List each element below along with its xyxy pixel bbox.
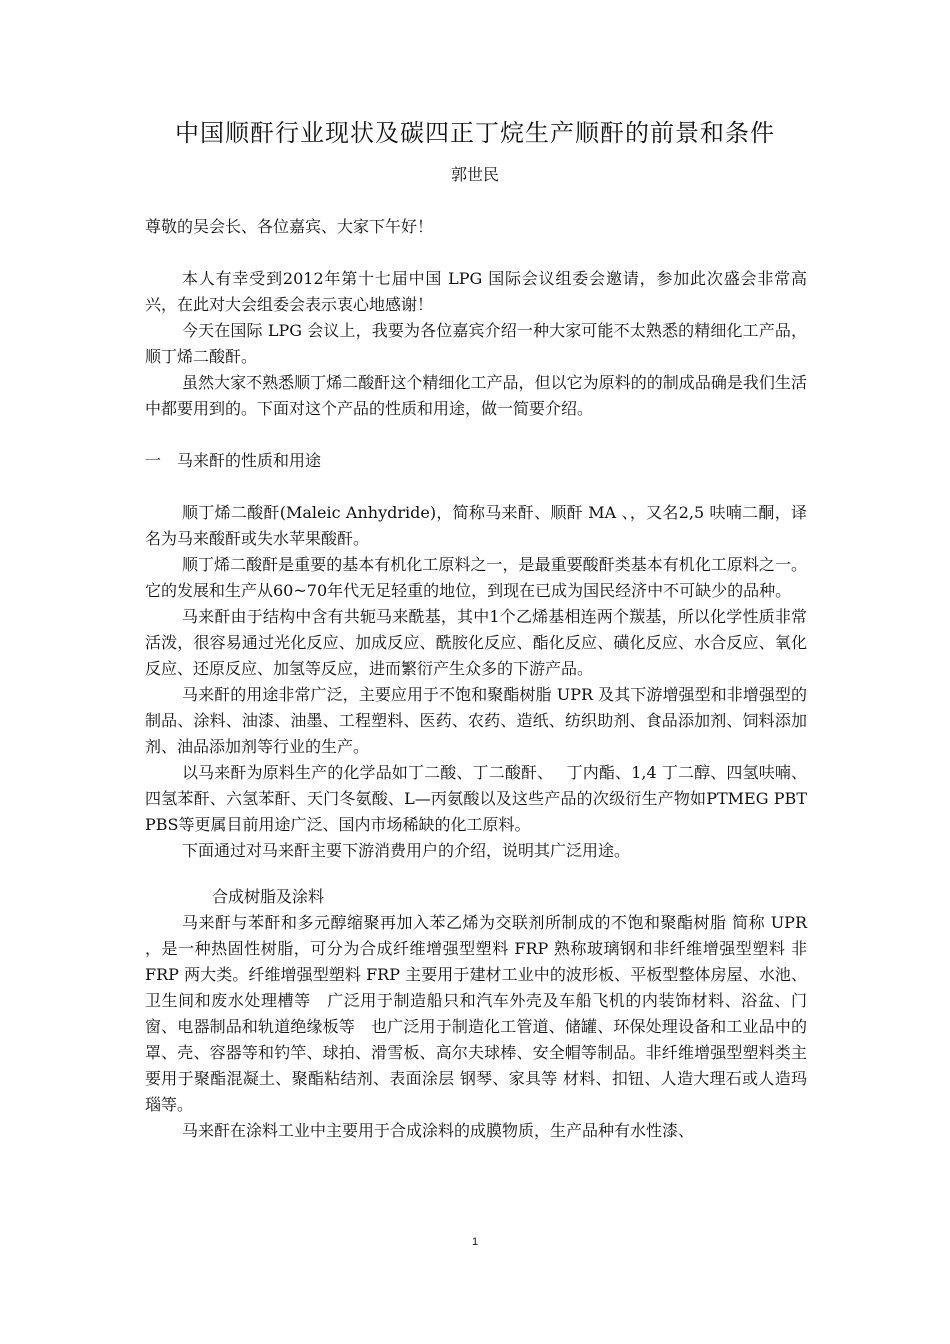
page-number: 1 <box>471 1236 479 1248</box>
section-paragraph: 顺丁烯二酸酐是重要的基本有机化工原料之一，是最重要酸酐类基本有机化工原料之一。它的发展和生产从60~70年代无足轻重的地位，到现在已成为国民经济中不可缺少的品种。 <box>145 555 807 600</box>
spacer <box>145 422 807 448</box>
intro-paragraph: 虽然大家不熟悉顺丁烯二酸酐这个精细化工产品，但以它为原料的的制成品确是我们生活中都要用到的。下面对这个产品的性质和用途，做一简要介绍。 <box>145 373 807 418</box>
section-heading: 一 马来酐的性质和用途 <box>145 451 322 470</box>
spacer <box>145 474 807 500</box>
author-name: 郭世民 <box>450 165 499 184</box>
document-title: 中国顺酐行业现状及碳四正丁烷生产顺酐的前景和条件 <box>175 119 775 147</box>
spacer <box>145 240 807 266</box>
intro-paragraph: 今天在国际 LPG 会议上，我要为各位嘉宾介绍一种大家可能不太熟悉的精细化工产品，顺丁烯二酸酐。 <box>145 321 807 366</box>
section-paragraph: 马来酐由于结构中含有共轭马来酰基，其中1个乙烯基相连两个羰基，所以化学性质非常活泼，很容易通过光化反应、加成反应、酰胺化反应、酯化反应、磺化反应、水合反应、氧化反应、还原反应、加氢等反应，进而繁衍产生众多的下游产品。 <box>145 607 807 678</box>
section-paragraph: 以马来酐为原料生产的化学品如丁二酸、丁二酸酐、 丁内酯、1,4 丁二醇、四氢呋喃、四氢苯酐、六氢苯酐、天门冬氨酸、L—丙氨酸以及这些产品的次级衍生产物如PTMEG PBT PBS等更属目前用途广泛、国内市场稀缺的化工原料。 <box>145 763 807 834</box>
subsection-paragraph: 马来酐与苯酐和多元醇缩聚再加入苯乙烯为交联剂所制成的不饱和聚酯树脂 简称 UPR ，是一种热固性树脂，可分为合成纤维增强型塑料 FRP 熟称玻璃钢和非纤维增强型塑料 非 FRP 两大类。纤维增强型塑料 FRP 主要用于建材工业中的波形板、平板型整体房屋、水池、卫生间和废水处理槽等 广泛用于制造船只和汽车外壳及车船飞机的内装饰材料、浴盆、门窗、电器制品和轨道绝缘板等 也广泛用于制造化工管道、储罐、环保处理设备和工业品中的罩、壳、容器等和钓竿、球拍、滑雪板、高尔夫球棒、安全帽等制品。非纤维增强型塑料类主要用于聚酯混凝土、聚酯粘结剂、表面涂层 钢琴、家具等 材料、扣钮、人造大理石或人造玛瑙等。 <box>145 913 807 1114</box>
section-paragraph: 马来酐的用途非常广泛，主要应用于不饱和聚酯树脂 UPR 及其下游增强型和非增强型的制品、涂料、油漆、油墨、工程塑料、医药、农药、造纸、纺织助剂、食品添加剂、饲料添加剂、油品添加剂等行业的生产。 <box>145 685 807 756</box>
subsection-paragraph: 马来酐在涂料工业中主要用于合成涂料的成膜物质，生产品种有水性漆、 <box>182 1121 695 1140</box>
section-paragraph: 下面通过对马来酐主要下游消费用户的介绍，说明其广泛用途。 <box>182 841 631 860</box>
intro-paragraph: 本人有幸受到2012年第十七届中国 LPG 国际会议组委会邀请，参加此次盛会非常高兴，在此对大会组委会表示衷心地感谢！ <box>145 269 807 314</box>
greeting: 尊敬的吴会长、各位嘉宾、大家下午好！ <box>145 217 434 236</box>
spacer <box>145 864 807 884</box>
subsection-heading: 合成树脂及涂料 <box>212 887 325 906</box>
document-body <box>145 214 807 1144</box>
section-paragraph: 顺丁烯二酸酐(Maleic Anhydride)，简称马来酐、顺酐 MA 、，又名2,5 呋喃二酮，译名为马来酸酐或失水苹果酸酐。 <box>145 503 807 548</box>
